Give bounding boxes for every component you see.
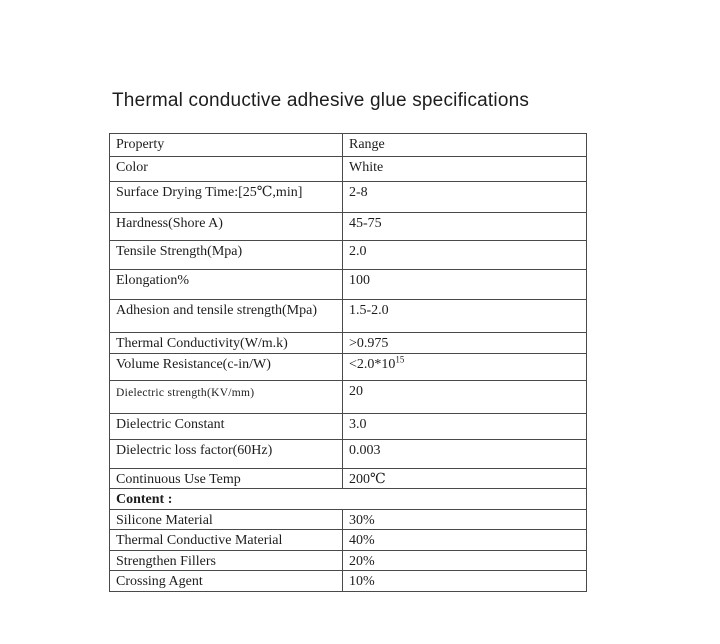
page-title: Thermal conductive adhesive glue specifications [112,90,530,111]
range-cell: 40% [343,530,587,551]
range-value-base: <2.0*10 [349,356,396,372]
property-cell: Continuous Use Temp [110,468,343,489]
property-cell: Dielectric loss factor(60Hz) [110,439,343,468]
specifications-table [109,133,587,592]
row-dielectric-loss-factor [110,439,587,468]
row-crossing-agent [110,571,587,592]
property-cell: Dielectric strength(KV/mm) [110,380,343,413]
property-cell: Dielectric Constant [110,413,343,439]
property-cell: Volume Resistance(c-in/W) [110,353,343,380]
row-color [110,157,587,182]
row-hardness [110,213,587,241]
row-tensile-strength [110,241,587,270]
property-cell: Strengthen Fillers [110,550,343,571]
range-value-exponent: 15 [395,353,405,364]
row-content-section-header [110,489,587,510]
row-dielectric-strength [110,380,587,413]
range-cell: 200℃ [343,468,587,489]
section-header-cell: Content : [110,489,587,510]
row-strengthen-fillers [110,550,587,571]
row-silicone-material [110,509,587,530]
range-cell: 20 [343,380,587,413]
property-cell: Surface Drying Time:[25℃,min] [110,182,343,213]
range-cell: 0.003 [343,439,587,468]
range-cell: 100 [343,270,587,300]
property-cell: Hardness(Shore A) [110,213,343,241]
row-dielectric-constant [110,413,587,439]
property-cell: Adhesion and tensile strength(Mpa) [110,300,343,333]
range-cell: 1.5-2.0 [343,300,587,333]
property-cell: Silicone Material [110,509,343,530]
property-cell: Tensile Strength(Mpa) [110,241,343,270]
header-range: Range [343,134,587,157]
range-cell: 3.0 [343,413,587,439]
range-cell: 2-8 [343,182,587,213]
property-cell: Elongation% [110,270,343,300]
property-cell: Color [110,157,343,182]
range-cell: White [343,157,587,182]
range-cell: 10% [343,571,587,592]
range-cell: 20% [343,550,587,571]
property-cell: Thermal Conductivity(W/m.k) [110,333,343,354]
range-cell [343,353,587,380]
row-thermal-conductivity [110,333,587,354]
property-cell: Crossing Agent [110,571,343,592]
row-elongation [110,270,587,300]
row-continuous-use-temp [110,468,587,489]
range-cell: 30% [343,509,587,530]
range-cell: 45-75 [343,213,587,241]
range-cell: >0.975 [343,333,587,354]
table-header-row [110,134,587,157]
row-surface-drying-time [110,182,587,213]
header-property: Property [110,134,343,157]
range-cell: 2.0 [343,241,587,270]
row-thermal-conductive-material [110,530,587,551]
row-adhesion-tensile-strength [110,300,587,333]
row-volume-resistance [110,353,587,380]
property-cell: Thermal Conductive Material [110,530,343,551]
